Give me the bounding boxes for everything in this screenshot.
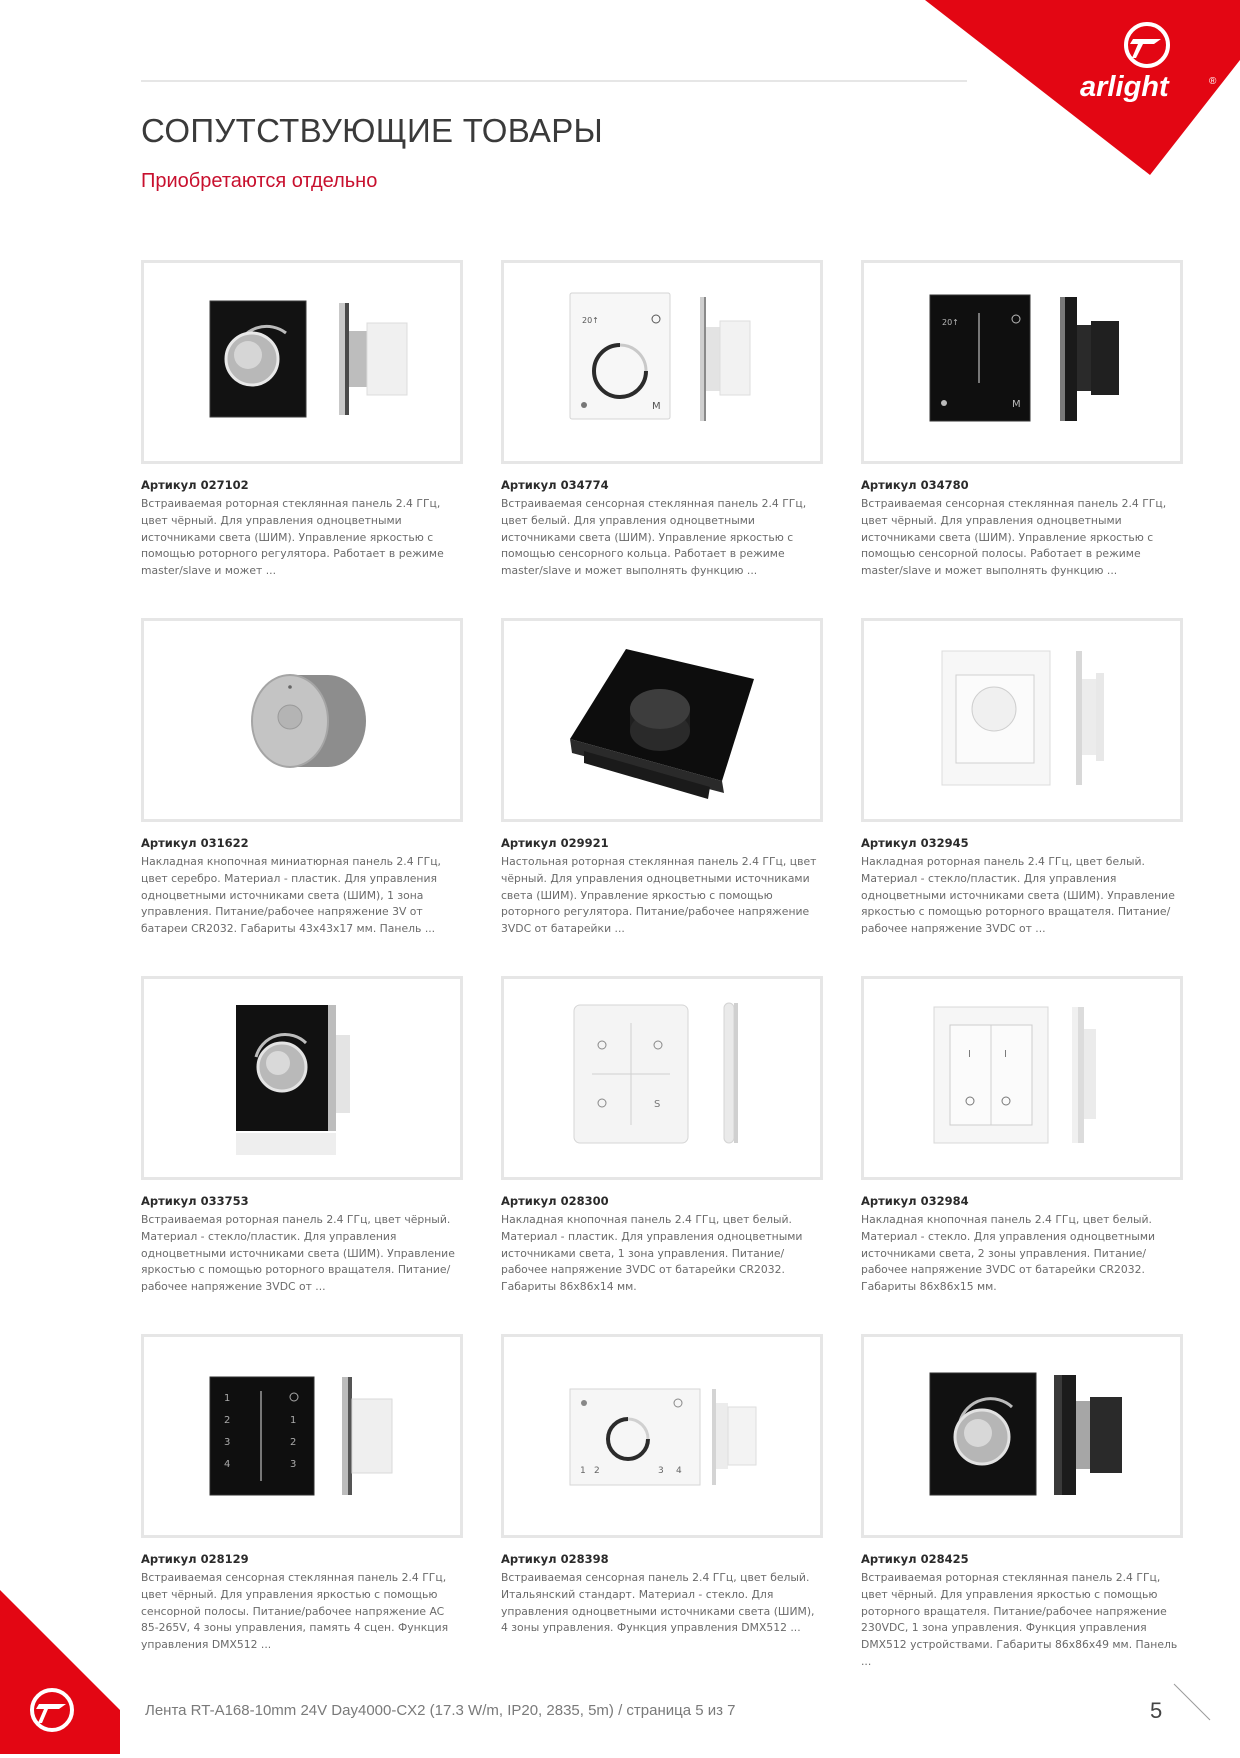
- product-sku: Артикул 032945: [861, 836, 969, 850]
- product-photo[interactable]: [501, 1334, 823, 1538]
- svg-text:2: 2: [594, 1466, 600, 1476]
- product-description: Накладная кнопочная панель 2.4 ГГц, цвет белый. Материал - стекло. Для управления одноцветными источниками света, 2 зоны управления. Питание/рабочее напряжение 3VDC от батарейки CR2032. Габариты 86x86x15 мм.: [861, 1213, 1155, 1294]
- svg-text:S: S: [654, 1099, 661, 1110]
- product-sku: Артикул 028398: [501, 1552, 609, 1566]
- footer-document-title: Лента RT-A168-10mm 24V Day4000-CX2 (17.3 W/m, IP20, 2835, 5m) / страница 5 из 7: [145, 1702, 736, 1719]
- product-sku: Артикул 028129: [141, 1552, 249, 1566]
- product-description: Накладная кнопочная миниатюрная панель 2.4 ГГц, цвет серебро. Материал - пластик. Для управления одноцветными источниками света (ШИМ), 1 зона управления. Питание/рабочее напряжение 3V от батареи CR2032. Габариты 43x43x17 мм. Панель ...: [141, 855, 441, 936]
- logo-registered-mark: ®: [1209, 76, 1217, 87]
- product-photo[interactable]: [141, 618, 463, 822]
- svg-text:I: I: [968, 1049, 971, 1060]
- product-card[interactable]: [861, 1334, 1183, 1668]
- logo-wordmark: arlight: [1080, 71, 1169, 103]
- product-card[interactable]: [141, 260, 463, 578]
- product-photo[interactable]: [141, 976, 463, 1180]
- product-description: Встраиваемая роторная стеклянная панель 2.4 ГГц, цвет чёрный. Для управления яркостью с помощью роторного вращателя. Питание/рабочее напряжение 230VDC, 1 зона управления. Функция управления DMX512 устройствами. Габариты 86x86x49 мм. Панель ...: [861, 1571, 1178, 1668]
- svg-text:1: 1: [290, 1415, 297, 1426]
- product-description: Настольная роторная стеклянная панель 2.4 ГГц, цвет чёрный. Для управления одноцветными источниками света (ШИМ). Управление яркостью с помощью роторного регулятора. Питание/рабочее напряжение 3VDC от батарейки ...: [501, 855, 817, 936]
- svg-text:2: 2: [290, 1437, 297, 1448]
- product-card[interactable]: [141, 1334, 463, 1652]
- product-photo[interactable]: [501, 260, 823, 464]
- product-description: Встраиваемая сенсорная стеклянная панель 2.4 ГГц, цвет чёрный. Для управления одноцветными источниками света (ШИМ). Управление яркостью с помощью сенсорной полосы. Работает в режиме master/slave и может выполнять функцию ...: [861, 497, 1167, 578]
- product-photo[interactable]: [861, 1334, 1183, 1538]
- product-sku: Артикул 031622: [141, 836, 249, 850]
- product-card[interactable]: [501, 618, 823, 936]
- product-description: Накладная кнопочная панель 2.4 ГГц, цвет белый. Материал - пластик. Для управления одноцветными источниками света, 1 зона управления. Питание/рабочее напряжение 3VDC от батарейки CR2032. Габариты 86x86x14 мм.: [501, 1213, 803, 1294]
- page-divider-icon: [1172, 1682, 1212, 1722]
- product-sku: Артикул 027102: [141, 478, 249, 492]
- product-description: Встраиваемая роторная стеклянная панель 2.4 ГГц, цвет чёрный. Для управления одноцветными источниками света (ШИМ). Управление яркостью с помощью роторного регулятора. Работает в режиме master/slave и может ...: [141, 497, 444, 578]
- product-card[interactable]: [141, 618, 463, 936]
- product-description: Встраиваемая сенсорная стеклянная панель 2.4 ГГц, цвет чёрный. Для управления яркостью с помощью сенсорной полосы. Питание/рабочее напряжение AC 85-265V, 4 зоны управления, память 4 сцен. Функция управления DMX512 ...: [141, 1571, 449, 1652]
- svg-text:3: 3: [658, 1466, 664, 1476]
- product-card[interactable]: [861, 260, 1183, 578]
- svg-text:3: 3: [224, 1437, 231, 1448]
- product-photo[interactable]: [141, 1334, 463, 1538]
- product-photo[interactable]: [501, 618, 823, 822]
- svg-text:4: 4: [676, 1466, 682, 1476]
- product-card[interactable]: [861, 976, 1183, 1294]
- product-sku: Артикул 028300: [501, 1194, 609, 1208]
- product-photo[interactable]: [861, 260, 1183, 464]
- product-description: Встраиваемая роторная панель 2.4 ГГц, цвет чёрный. Материал - стекло/пластик. Для управления одноцветными источниками света (ШИМ). Управление яркостью с помощью роторного вращателя. Питание/рабочее напряжение 3VDC от ...: [141, 1213, 455, 1294]
- product-photo[interactable]: [861, 618, 1183, 822]
- product-card[interactable]: [141, 976, 463, 1294]
- product-photo[interactable]: [861, 976, 1183, 1180]
- svg-text:4: 4: [224, 1459, 231, 1470]
- svg-text:1: 1: [224, 1393, 231, 1404]
- product-photo[interactable]: [141, 260, 463, 464]
- product-sku: Артикул 032984: [861, 1194, 969, 1208]
- svg-text:1: 1: [580, 1466, 586, 1476]
- page-number: 5: [1150, 1698, 1163, 1723]
- brand-corner-bottom: [0, 1590, 120, 1754]
- svg-text:20↑: 20↑: [942, 318, 959, 327]
- product-description: Встраиваемая сенсорная стеклянная панель 2.4 ГГц, цвет белый. Для управления одноцветными источниками света (ШИМ). Управление яркостью с помощью сенсорного кольца. Работает в режиме master/slave и может выполнять функцию ...: [501, 497, 807, 578]
- product-card[interactable]: [861, 618, 1183, 936]
- product-card[interactable]: [501, 976, 823, 1294]
- svg-text:M: M: [652, 401, 661, 412]
- header-rule: [141, 80, 967, 82]
- svg-text:2: 2: [224, 1415, 231, 1426]
- svg-text:M: M: [1012, 399, 1021, 410]
- brand-corner-top: [925, 0, 1240, 175]
- product-description: Накладная роторная панель 2.4 ГГц, цвет белый. Материал - стекло/пластик. Для управления одноцветными источниками света (ШИМ). Управление яркостью с помощью роторного вращателя. Питание/рабочее напряжение 3VDC от ...: [861, 855, 1175, 936]
- product-sku: Артикул 029921: [501, 836, 609, 850]
- page-subtitle: Приобретаются отдельно: [141, 170, 378, 192]
- product-card[interactable]: [501, 260, 823, 578]
- svg-text:I: I: [1004, 1049, 1007, 1060]
- product-sku: Артикул 034774: [501, 478, 609, 492]
- product-photo[interactable]: [501, 976, 823, 1180]
- svg-text:20↑: 20↑: [582, 316, 599, 325]
- product-card[interactable]: [501, 1334, 823, 1635]
- product-sku: Артикул 033753: [141, 1194, 249, 1208]
- product-sku: Артикул 034780: [861, 478, 969, 492]
- svg-text:3: 3: [290, 1459, 297, 1470]
- page-title: СОПУТСТВУЮЩИЕ ТОВАРЫ: [141, 112, 604, 149]
- product-description: Встраиваемая сенсорная панель 2.4 ГГц, цвет белый. Итальянский стандарт. Материал - стекло. Для управления одноцветными источниками света (ШИМ), 4 зоны управления. Функция управления DMX512 ...: [501, 1571, 815, 1635]
- product-sku: Артикул 028425: [861, 1552, 969, 1566]
